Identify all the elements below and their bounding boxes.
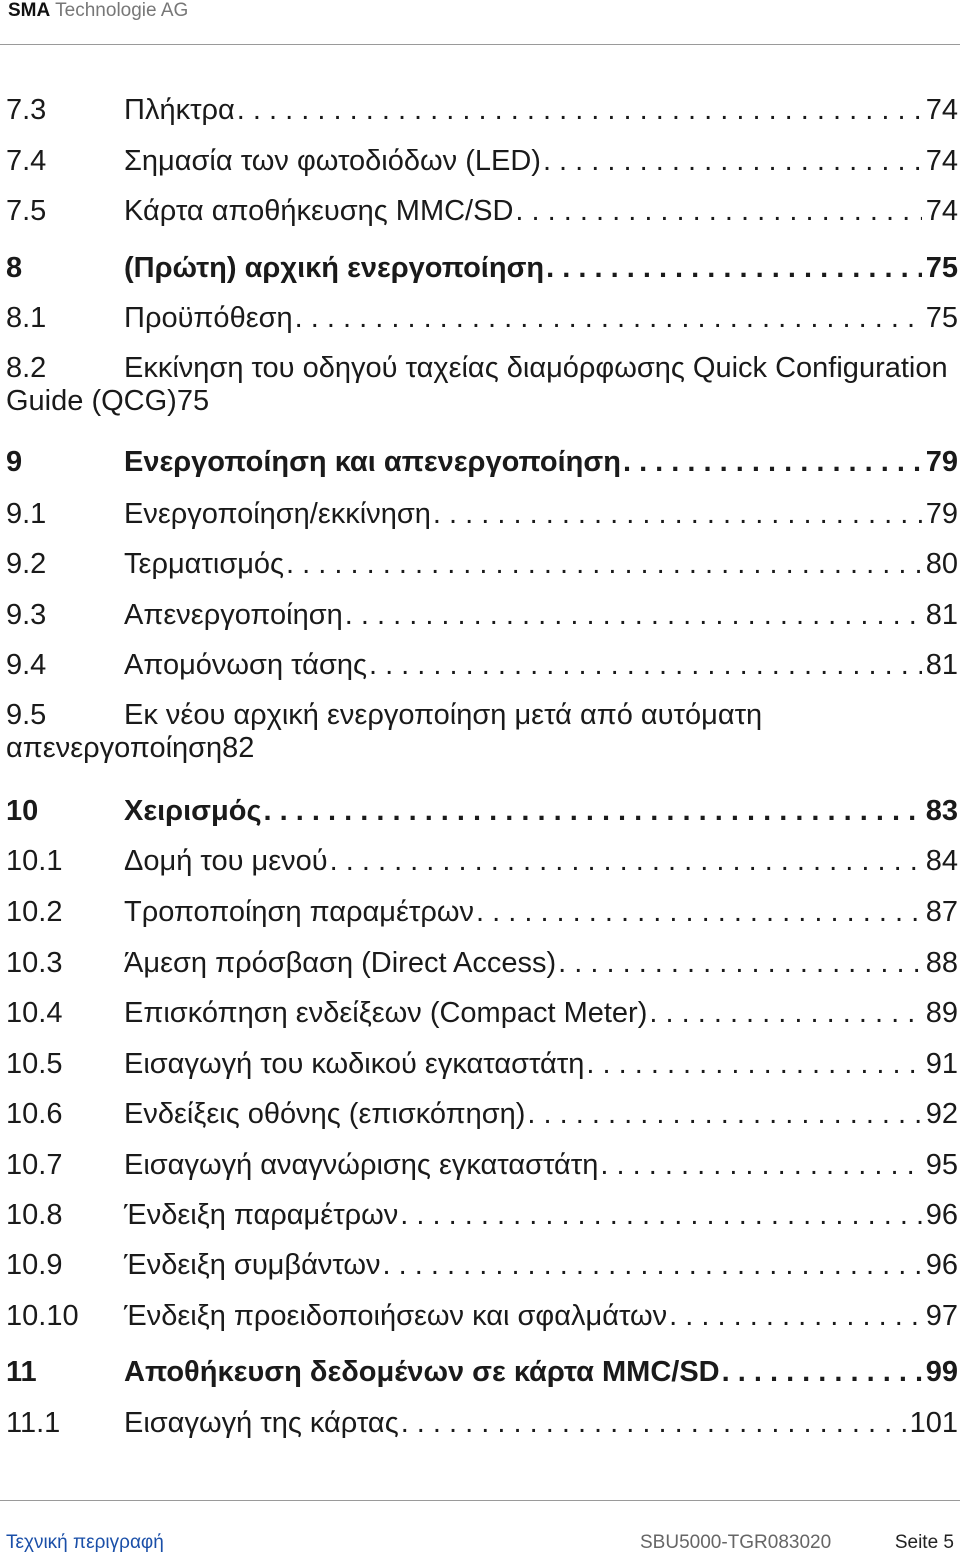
toc-entry-number: 10.6 — [6, 1098, 63, 1130]
dot-leader — [398, 1190, 921, 1240]
toc-entry[interactable] — [0, 1089, 960, 1139]
toc-entry[interactable] — [0, 186, 960, 236]
toc-entry-title: Εισαγωγή αναγνώρισης εγκαταστάτη — [124, 1149, 599, 1181]
toc-entry-title-continuation: απενεργοποίηση82 — [6, 732, 255, 764]
toc-entry-title: Ενεργοποίηση και απενεργοποίηση — [124, 446, 621, 478]
dot-leader — [293, 293, 922, 343]
toc-entry[interactable] — [0, 1398, 960, 1448]
toc-entry[interactable] — [0, 938, 960, 988]
toc-entry-number: 7.5 — [6, 195, 47, 227]
toc-entry-page: 83 — [925, 795, 958, 827]
dot-leader — [399, 1398, 906, 1448]
toc-entry[interactable] — [0, 293, 960, 343]
toc-entry-title: Τροποποίηση παραμέτρων — [124, 896, 474, 928]
company-name: Technologie AG — [55, 0, 189, 21]
toc-entry-page: 91 — [925, 1048, 958, 1080]
toc-entry-title: Προϋπόθεση — [124, 302, 293, 334]
toc-entry[interactable] — [0, 1240, 960, 1290]
toc-entry-page: 79 — [925, 498, 958, 530]
page-footer — [0, 1530, 960, 1556]
toc-entry-page: 80 — [925, 548, 958, 580]
toc-entry-number: 8.1 — [6, 302, 47, 334]
toc-entry[interactable] — [0, 836, 960, 886]
dot-leader — [367, 640, 922, 690]
toc-entry-page: 81 — [925, 649, 958, 681]
footer-page-number: Seite 5 — [894, 1532, 954, 1553]
toc-entry[interactable] — [0, 988, 960, 1038]
toc-entry-number: 9.4 — [6, 649, 47, 681]
toc-entry[interactable] — [0, 1347, 960, 1397]
toc-entry-page: 88 — [925, 947, 958, 979]
dot-leader — [343, 590, 922, 640]
toc-entry-number: 9.1 — [6, 498, 47, 530]
dot-leader — [667, 1291, 922, 1341]
dot-leader — [621, 437, 922, 487]
dot-leader — [544, 243, 922, 293]
toc-entry[interactable] — [0, 343, 960, 427]
dot-leader — [328, 836, 922, 886]
footer-document-code: SBU5000-TGR083020 — [640, 1532, 832, 1553]
dot-leader — [474, 887, 922, 937]
toc-entry-title: Αποθήκευση δεδομένων σε κάρτα MMC/SD — [124, 1356, 720, 1388]
toc-entry-title: Απενεργοποίηση — [124, 599, 343, 631]
header-divider — [0, 44, 960, 45]
toc-entry-title: Σημασία των φωτοδιόδων (LED) — [124, 145, 541, 177]
toc-entry-page: 74 — [925, 94, 958, 126]
toc-entry[interactable] — [0, 1190, 960, 1240]
dot-leader — [541, 136, 922, 186]
toc-entry[interactable] — [0, 437, 960, 487]
brand-name: SMA — [8, 0, 51, 21]
toc-entry-number: 7.3 — [6, 94, 47, 126]
toc-entry-number: 10.3 — [6, 947, 63, 979]
toc-entry-title: Ένδειξη συμβάντων — [124, 1249, 381, 1281]
toc-entry-title: Πλήκτρα — [124, 94, 235, 126]
toc-entry-number: 11 — [6, 1356, 37, 1388]
dot-leader — [584, 1039, 921, 1089]
toc-entry-number: 9.2 — [6, 548, 47, 580]
toc-entry-number: 10.8 — [6, 1199, 63, 1231]
toc-entry-page: 95 — [925, 1149, 958, 1181]
toc-entry-number: 11.1 — [6, 1407, 61, 1439]
toc-entry[interactable] — [0, 1291, 960, 1341]
toc-entry-page: 92 — [925, 1098, 958, 1130]
dot-leader — [235, 85, 922, 135]
toc-entry-title: Ένδειξη παραμέτρων — [124, 1199, 399, 1231]
toc-entry-page: 101 — [909, 1407, 958, 1439]
toc-entry-page: 87 — [925, 896, 958, 928]
toc-entry-number: 10 — [6, 795, 39, 827]
toc-entry[interactable] — [0, 1039, 960, 1089]
toc-entry-number: 7.4 — [6, 145, 47, 177]
toc-entry-page: 74 — [925, 195, 958, 227]
dot-leader — [720, 1347, 922, 1397]
toc-entry-title: Εκ νέου αρχική ενεργοποίηση μετά από αυτόματη — [124, 699, 763, 731]
toc-entry-page: 79 — [925, 446, 958, 478]
toc-entry-title: Τερματισμός — [124, 548, 285, 580]
toc-entry[interactable] — [0, 887, 960, 937]
footer-divider — [0, 1500, 960, 1501]
toc-entry-title: Ενεργοποίηση/εκκίνηση — [124, 498, 431, 530]
toc-entry[interactable] — [0, 243, 960, 293]
toc-entry-page: 97 — [925, 1300, 958, 1332]
toc-entry-number: 8.2 — [6, 352, 47, 384]
toc-entry-title: Απομόνωση τάσης — [124, 649, 367, 681]
toc-entry-page: 96 — [925, 1199, 958, 1231]
toc-entry-page: 75 — [925, 252, 958, 284]
toc-entry-title: Δομή του μενού — [124, 845, 328, 877]
toc-entry-number: 10.4 — [6, 997, 63, 1029]
toc-entry-title: Ενδείξεις οθόνης (επισκόπηση) — [124, 1098, 526, 1130]
toc-entry[interactable] — [0, 136, 960, 186]
toc-entry-number: 9.5 — [6, 699, 47, 731]
toc-entry[interactable] — [0, 1140, 960, 1190]
toc-entry-page: 99 — [925, 1356, 958, 1388]
toc-entry[interactable] — [0, 690, 960, 774]
dot-leader — [647, 988, 921, 1038]
dot-leader — [525, 1089, 921, 1139]
dot-leader — [431, 489, 922, 539]
toc-entry-number: 8 — [6, 252, 23, 284]
toc-entry-number: 10.1 — [6, 845, 63, 877]
toc-entry[interactable] — [0, 85, 960, 135]
toc-entry-title: Εισαγωγή του κωδικού εγκαταστάτη — [124, 1048, 585, 1080]
toc-entry[interactable] — [0, 590, 960, 640]
toc-entry-title: Κάρτα αποθήκευσης MMC/SD — [124, 195, 514, 227]
dot-leader — [381, 1240, 922, 1290]
toc-entry-title: Εκκίνηση του οδηγού ταχείας διαμόρφωσης Quick Configuration — [124, 352, 948, 384]
dot-leader — [284, 539, 922, 589]
toc-entry-number: 10.7 — [6, 1149, 63, 1181]
toc-entry-title: Επισκόπηση ενδείξεων (Compact Meter) — [124, 997, 648, 1029]
toc-entry-number: 10.2 — [6, 896, 63, 928]
toc-entry-title: Ένδειξη προειδοποιήσεων και σφαλμάτων — [124, 1300, 668, 1332]
toc-entry-number: 9 — [6, 446, 23, 478]
toc-entry[interactable] — [0, 539, 960, 589]
dot-leader — [598, 1140, 921, 1190]
toc-entry-number: 10.9 — [6, 1249, 63, 1281]
toc-entry-page: 74 — [925, 145, 958, 177]
toc-entry-number: 10.10 — [6, 1300, 79, 1332]
toc-entry-page: 89 — [925, 997, 958, 1029]
toc-entry-number: 10.5 — [6, 1048, 63, 1080]
toc-entry-title: Εισαγωγή της κάρτας — [124, 1407, 399, 1439]
page-header — [8, 0, 188, 22]
toc-entry-title: (Πρώτη) αρχική ενεργοποίηση — [124, 252, 545, 284]
toc-entry[interactable] — [0, 640, 960, 690]
toc-entry-title: Άμεση πρόσβαση (Direct Access) — [124, 947, 557, 979]
toc-entry-title: Χειρισμός — [124, 795, 262, 827]
toc-entry-page: 75 — [925, 302, 958, 334]
toc-entry-title-continuation: Guide (QCG)75 — [6, 385, 210, 417]
dot-leader — [513, 186, 921, 236]
toc-entry-number: 9.3 — [6, 599, 47, 631]
toc-entry-page: 84 — [925, 845, 958, 877]
toc-entry[interactable] — [0, 786, 960, 836]
dot-leader — [262, 786, 922, 836]
dot-leader — [556, 938, 922, 988]
toc-entry-page: 96 — [925, 1249, 958, 1281]
toc-entry-page: 81 — [925, 599, 958, 631]
toc-entry[interactable] — [0, 489, 960, 539]
footer-document-title[interactable]: Τεχνική περιγραφή — [6, 1532, 164, 1553]
